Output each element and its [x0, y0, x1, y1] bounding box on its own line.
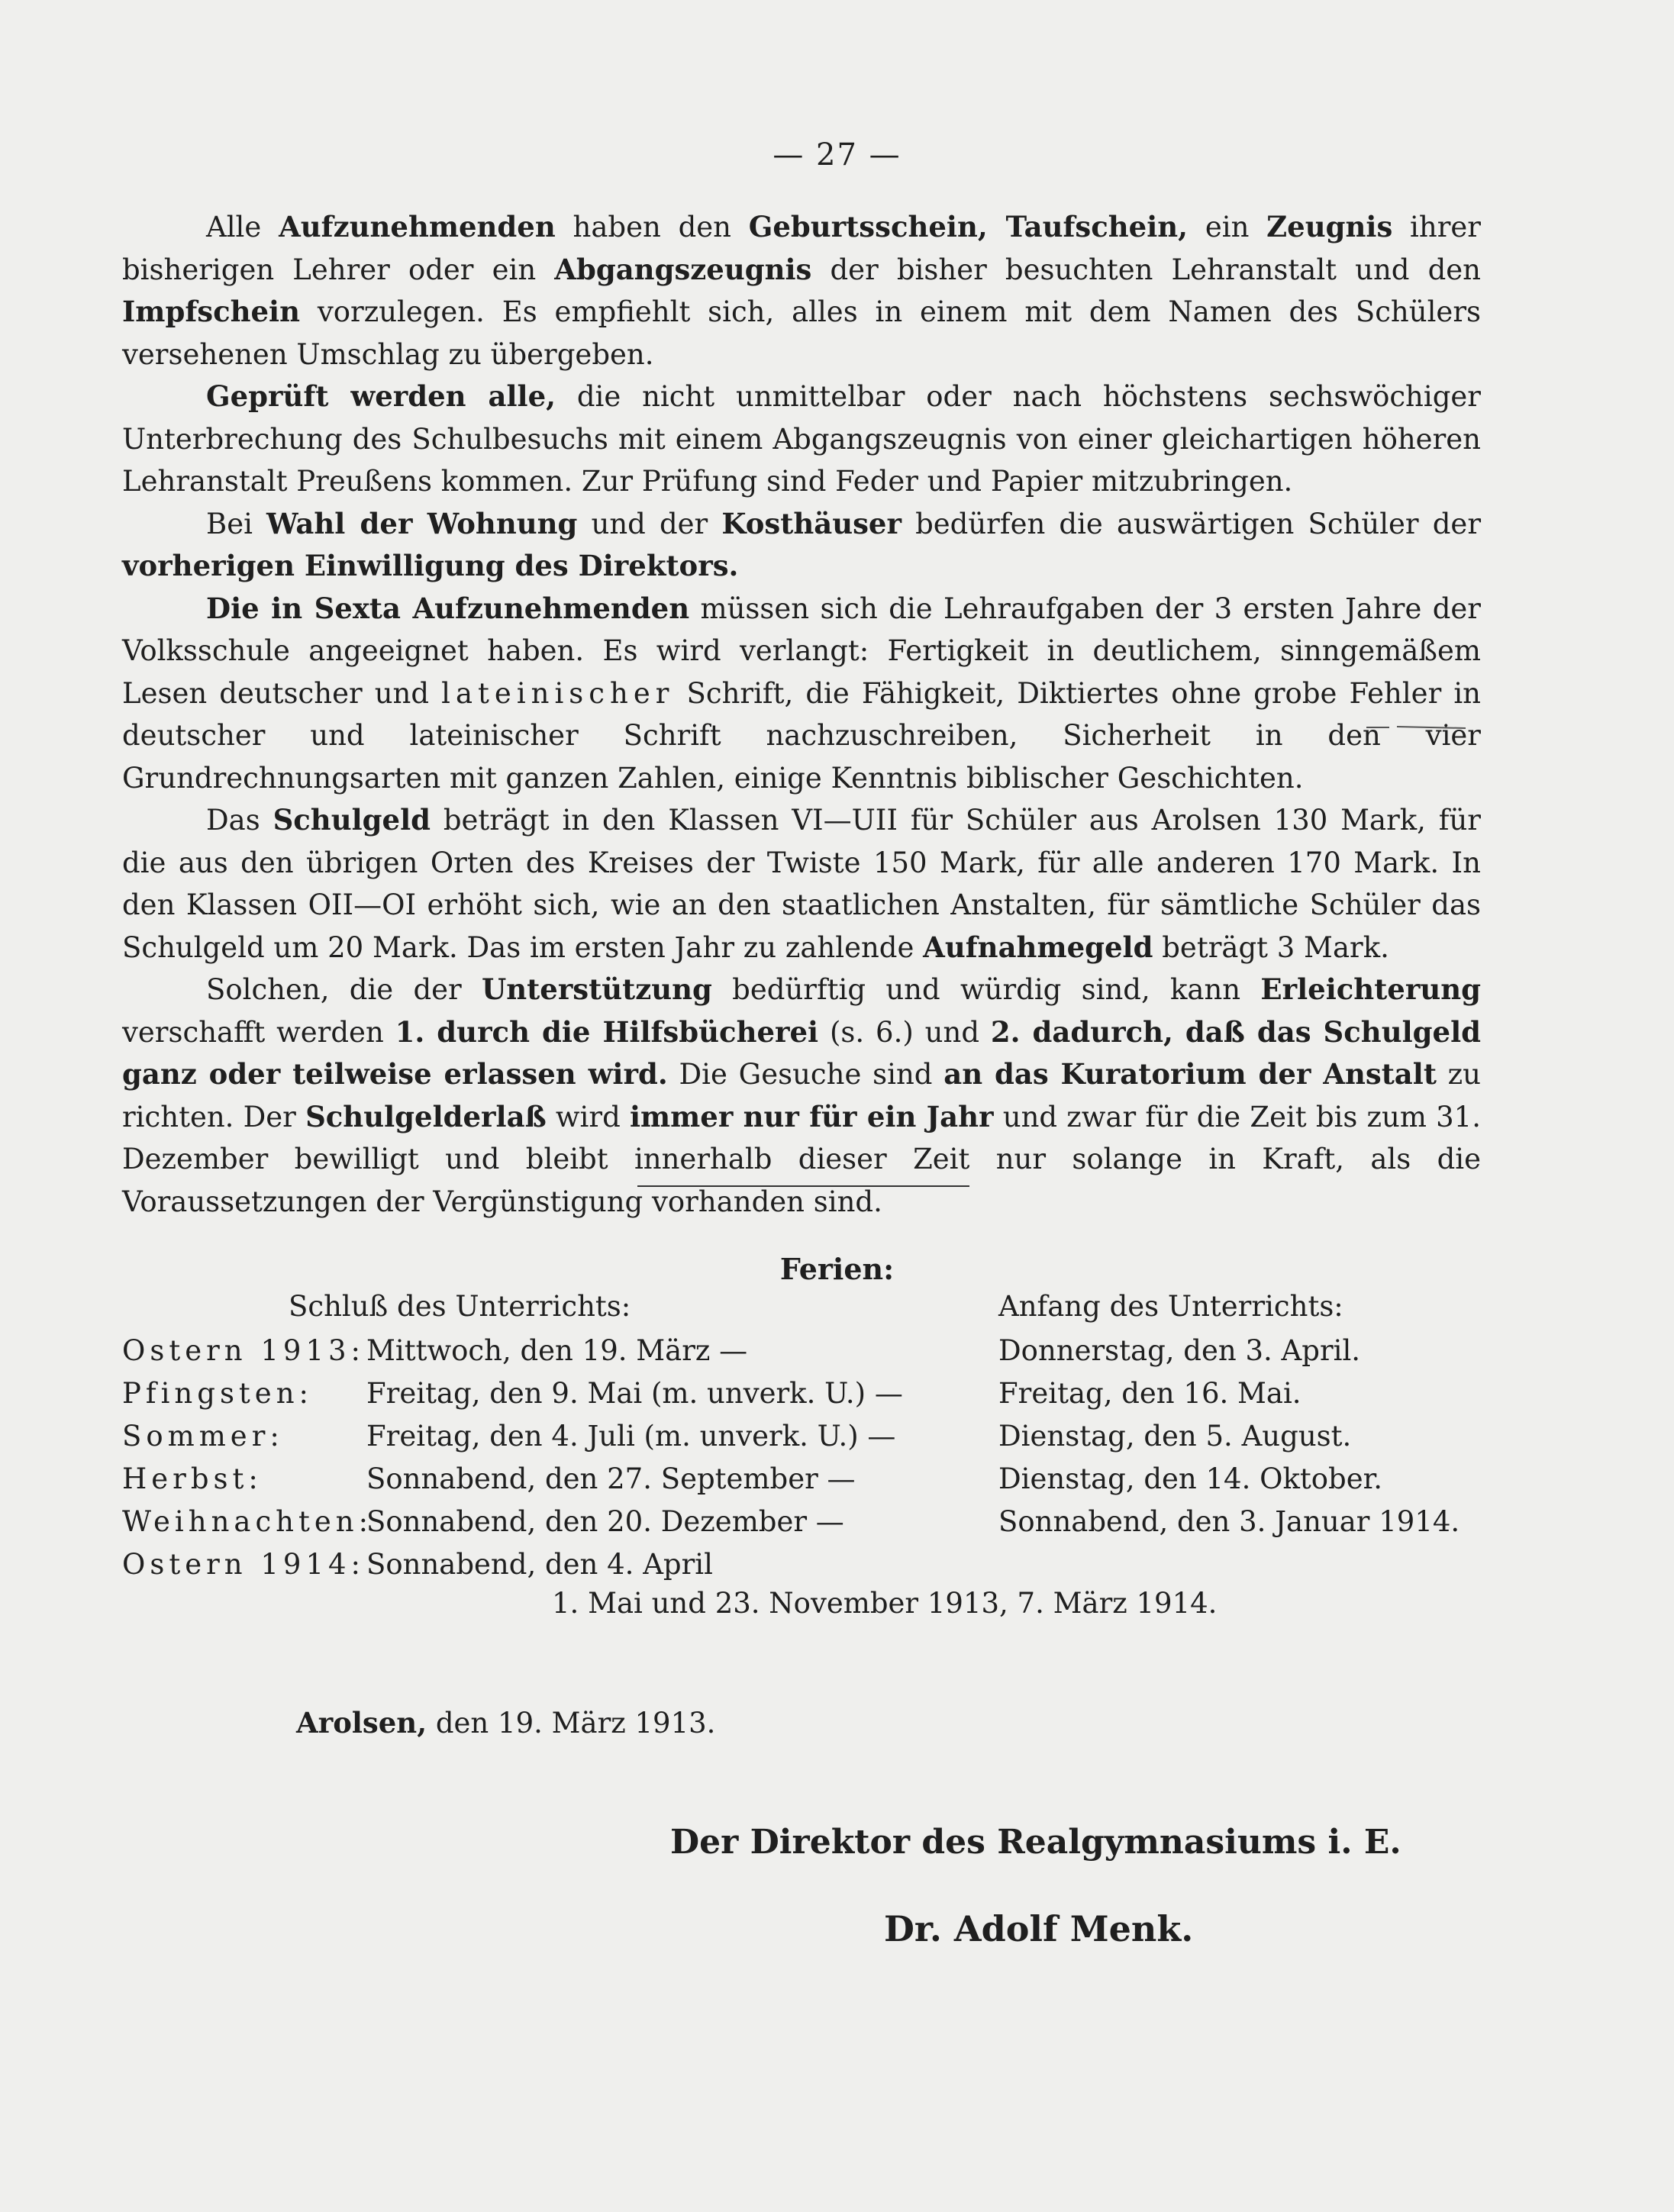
ferien-name: Ostern 1913:: [122, 1334, 365, 1367]
ferien-name: Ostern 1914:: [122, 1548, 365, 1581]
ferien-anfang: Dienstag, den 5. August.: [998, 1420, 1352, 1453]
paragraph-support: Solchen, die der Unterstützung bedürftig und würdig sind, kann Erleichterung verschafft werden 1. durch die Hilfsbücherei (s. 6.) und 2. dadurch, daß das Schulgeld ganz oder teilweise erlassen wird. Die Gesuche sind an das Kuratorium der Anstalt zu richten. Der Schulgelderlaß wird immer nur für ein Jahr und zwar für die Zeit bis zum 31. Dezember bewilligt und bleibt innerhalb dieser Zeit nur solange in Kraft, als die Voraussetzungen der Vergünstigung vorhanden sind.: [122, 972, 1482, 1218]
section-divider: [637, 1185, 969, 1187]
header-schluss: Schluß des Unterrichts:: [289, 1290, 631, 1323]
signature-name: Dr. Adolf Menk.: [884, 1908, 1194, 1949]
ferien-row: [122, 1377, 1496, 1420]
ink-mark: [1366, 725, 1466, 730]
paragraph-documents: Alle Aufzunehmenden haben den Geburtsschein, Taufschein, ein Zeugnis ihrer bisherigen Lehrer oder ein Abgangszeugnis der bisher besuchten Lehranstalt und den Impfschein vorzulegen. Es empfiehlt sich, alles in einem mit dem Namen des Schülers versehenen Umschlag zu übergeben.: [122, 210, 1481, 371]
paragraph-housing: Bei Wahl der Wohnung und der Kosthäuser bedürfen die auswärtigen Schüler der vorherigen Einwilligung des Direktors.: [122, 506, 1482, 582]
ferien-row: [122, 1505, 1496, 1548]
ferien-schluss: Freitag, den 9. Mai (m. unverk. U.) —: [366, 1377, 903, 1410]
ferien-name: Herbst:: [122, 1462, 263, 1495]
date: den 19. März 1913.: [427, 1707, 716, 1740]
ferien-row: [122, 1334, 1496, 1377]
ferien-row: [122, 1420, 1496, 1462]
ferien-anfang: Dienstag, den 14. Oktober.: [998, 1462, 1382, 1495]
ferien-schluss: Freitag, den 4. Juli (m. unverk. U.) —: [366, 1420, 896, 1453]
ferien-schluss: Sonnabend, den 20. Dezember —: [366, 1505, 844, 1538]
ferien-schluss: Sonnabend, den 4. April: [366, 1548, 713, 1581]
ferien-name: Pfingsten:: [122, 1377, 313, 1410]
header-anfang: Anfang des Unterrichts:: [998, 1290, 1343, 1323]
body-text: [122, 206, 1481, 1223]
ferien-schluss: Sonnabend, den 27. September —: [366, 1462, 856, 1495]
ferien-name: Weihnachten:: [122, 1505, 373, 1538]
place-date: [296, 1706, 715, 1740]
page-number: — 27 —: [772, 137, 902, 173]
paragraph-fees: Das Schulgeld beträgt in den Klassen VI—UII für Schüler aus Arolsen 130 Mark, für die aus den übrigen Orten des Kreises der Twiste 150 Mark, für alle anderen 170 Mark. In den Klassen OII—OI erhöht sich, wie an den staatlichen Anstalten, für sämtliche Schüler das Schulgeld um 20 Mark. Das im ersten Jahr zu zahlende Aufnahmegeld beträgt 3 Mark.: [122, 803, 1481, 964]
signature-title: Der Direktor des Realgymnasiums i. E.: [670, 1823, 1401, 1862]
paragraph-sexta: Die in Sexta Aufzunehmenden müssen sich die Lehraufgaben der 3 ersten Jahre der Volksschule angeeignet haben. Es wird verlangt: Fertigkeit in deutlichem, sinngemäßem Lesen deutscher und lateinischer Schrift, die Fähigkeit, Diktiertes ohne grobe Fehler in deutscher und lateinischer Schrift nachzuschreiben, Sicherheit in den vier Grundrechnungsarten mit ganzen Zahlen, einige Kenntnis biblischer Geschichten.: [122, 591, 1481, 795]
ferien-anfang: Donnerstag, den 3. April.: [998, 1334, 1361, 1367]
ferien-name: Sommer:: [122, 1420, 284, 1453]
ferien-row: [122, 1548, 1496, 1591]
paragraph-exam: Geprüft werden alle, die nicht unmittelbar oder nach höchstens sechswöchiger Unterbrechung des Schulbesuchs mit einem Abgangszeugnis von einer gleichartigen höheren Lehranstalt Preußens kommen. Zur Prüfung sind Feder und Papier mitzubringen.: [122, 379, 1481, 498]
place-name: Arolsen,: [296, 1706, 427, 1740]
ferien-anfang: Sonnabend, den 3. Januar 1914.: [998, 1505, 1460, 1538]
ferien-title: Ferien:: [779, 1252, 895, 1286]
free-days-note: 1. Mai und 23. November 1913, 7. März 1914.: [552, 1587, 1218, 1620]
ferien-schluss: Mittwoch, den 19. März —: [366, 1334, 748, 1367]
ferien-anfang: Freitag, den 16. Mai.: [998, 1377, 1301, 1410]
ferien-row: [122, 1462, 1496, 1505]
